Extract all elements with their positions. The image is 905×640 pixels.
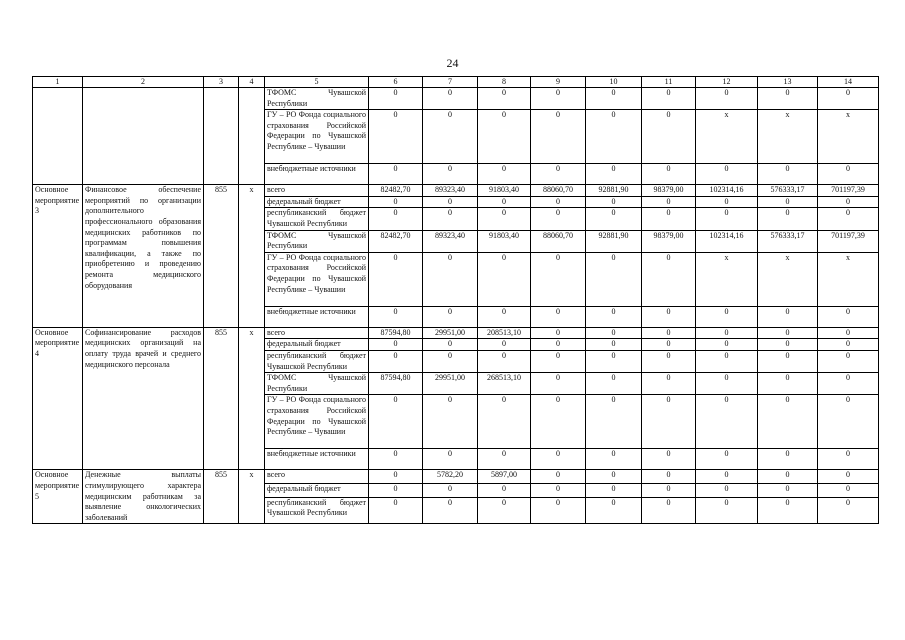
column-number-3: 3: [204, 77, 239, 88]
value-cell: 0: [478, 88, 531, 110]
funding-source-label: всего: [267, 470, 286, 480]
value-cell: 0: [369, 88, 423, 110]
value-cell: 92881,90: [586, 230, 642, 252]
value-cell: 0: [531, 196, 586, 208]
column-number-9: 9: [531, 77, 586, 88]
value-cell: 0: [696, 484, 758, 498]
funding-source: [265, 484, 369, 498]
column-number-10: 10: [586, 77, 642, 88]
value-cell: 0: [478, 164, 531, 185]
value-cell: 0: [369, 339, 423, 351]
value-cell: 0: [696, 350, 758, 372]
value-cell: 0: [531, 252, 586, 306]
value-cell: 0: [423, 497, 478, 523]
responsible-code: 855: [204, 470, 239, 524]
value-cell: 0: [531, 88, 586, 110]
funding-source: [265, 497, 369, 523]
value-cell: x: [696, 252, 758, 306]
value-cell: 0: [758, 449, 818, 470]
funding-source: [265, 208, 369, 230]
header-row: [33, 77, 879, 88]
value-cell: 0: [369, 484, 423, 498]
measure-code: Основное мероприятие 4: [33, 327, 83, 470]
value-cell: 0: [642, 395, 696, 449]
value-cell: 0: [642, 484, 696, 498]
value-cell: 0: [369, 164, 423, 185]
value-cell: 102314,16: [696, 230, 758, 252]
value-cell: 0: [818, 484, 879, 498]
value-cell: 98379,00: [642, 230, 696, 252]
value-cell: 0: [818, 208, 879, 230]
funding-source: [265, 230, 369, 252]
value-cell: 98379,00: [642, 185, 696, 197]
value-cell: x: [818, 110, 879, 164]
value-cell: 0: [758, 88, 818, 110]
value-cell: 0: [818, 88, 879, 110]
value-cell: 0: [531, 306, 586, 327]
funding-source: [265, 470, 369, 484]
value-cell: 0: [423, 252, 478, 306]
value-cell: 0: [423, 395, 478, 449]
funding-source-label: внебюджетные источники: [267, 164, 356, 174]
value-cell: 82482,70: [369, 185, 423, 197]
value-cell: 0: [642, 208, 696, 230]
funding-source: [265, 327, 369, 339]
measure-description: [83, 88, 204, 185]
funding-source-label: всего: [267, 327, 286, 337]
value-cell: 91803,40: [478, 185, 531, 197]
value-cell: 0: [478, 306, 531, 327]
value-cell: 0: [586, 110, 642, 164]
measure-code: [33, 88, 83, 185]
value-cell: 0: [478, 196, 531, 208]
column-number-4: 4: [239, 77, 265, 88]
value-cell: 0: [818, 449, 879, 470]
value-cell: 0: [696, 449, 758, 470]
value-cell: 0: [369, 395, 423, 449]
table-row: [33, 470, 879, 484]
value-cell: 0: [758, 327, 818, 339]
value-cell: 0: [586, 196, 642, 208]
funding-source-label: всего: [267, 185, 286, 195]
value-cell: 0: [758, 497, 818, 523]
value-cell: 0: [478, 497, 531, 523]
page-number: 24: [446, 56, 459, 70]
column-number-11: 11: [642, 77, 696, 88]
value-cell: 5782,20: [423, 470, 478, 484]
value-cell: 0: [369, 470, 423, 484]
funding-source-label: внебюджетные источники: [267, 306, 356, 316]
column-number-2: 2: [83, 77, 204, 88]
value-cell: x: [818, 252, 879, 306]
value-cell: 0: [758, 306, 818, 327]
funding-source: [265, 306, 369, 327]
measure-description: Денежные выплаты стимулирующего характера медицинским работникам за выявление онкологических заболеваний: [83, 470, 204, 524]
value-cell: 0: [758, 208, 818, 230]
value-cell: 0: [642, 88, 696, 110]
value-cell: 0: [818, 306, 879, 327]
table-row: [33, 88, 879, 110]
value-cell: 0: [369, 110, 423, 164]
responsible-code: 855: [204, 327, 239, 470]
value-cell: 0: [642, 497, 696, 523]
value-cell: 0: [531, 350, 586, 372]
value-cell: 0: [586, 252, 642, 306]
value-cell: 0: [818, 164, 879, 185]
value-cell: 0: [478, 110, 531, 164]
value-cell: 0: [818, 350, 879, 372]
budget-code: x: [239, 327, 265, 470]
funding-source-label: ТФОМС Чувашской Республики: [267, 373, 366, 393]
value-cell: 0: [696, 164, 758, 185]
value-cell: 87594,80: [369, 373, 423, 395]
value-cell: 0: [642, 196, 696, 208]
column-number-1: 1: [33, 77, 83, 88]
column-number-7: 7: [423, 77, 478, 88]
value-cell: 0: [642, 327, 696, 339]
value-cell: 0: [818, 470, 879, 484]
value-cell: 0: [696, 373, 758, 395]
funding-source: [265, 449, 369, 470]
value-cell: 0: [531, 110, 586, 164]
value-cell: 0: [531, 164, 586, 185]
column-number-8: 8: [478, 77, 531, 88]
value-cell: 0: [642, 252, 696, 306]
value-cell: 0: [369, 497, 423, 523]
value-cell: 0: [758, 339, 818, 351]
funding-source-label: ТФОМС Чувашской Республики: [267, 230, 366, 251]
column-number-5: 5: [265, 77, 369, 88]
table-row: [33, 185, 879, 197]
value-cell: 88060,70: [531, 185, 586, 197]
funding-source-label: ГУ – РО Фонда социального страхования Российской Федерации по Чувашской Республике – Чувашии: [267, 252, 366, 294]
value-cell: 0: [586, 208, 642, 230]
value-cell: 0: [531, 327, 586, 339]
funding-source-label: республиканский бюджет Чувашской Республики: [267, 497, 366, 518]
funding-source: [265, 164, 369, 185]
budget-code: [239, 88, 265, 185]
value-cell: 0: [696, 208, 758, 230]
value-cell: 5897,00: [478, 470, 531, 484]
value-cell: 0: [423, 449, 478, 470]
value-cell: 701197,39: [818, 230, 879, 252]
value-cell: 0: [818, 339, 879, 351]
funding-source: [265, 395, 369, 449]
column-number-13: 13: [758, 77, 818, 88]
value-cell: 102314,16: [696, 185, 758, 197]
value-cell: 0: [531, 484, 586, 498]
funding-source: [265, 185, 369, 197]
funding-source-label: внебюджетные источники: [267, 449, 356, 459]
value-cell: 91803,40: [478, 230, 531, 252]
value-cell: 0: [531, 208, 586, 230]
value-cell: 0: [758, 470, 818, 484]
value-cell: 0: [423, 88, 478, 110]
value-cell: 0: [586, 373, 642, 395]
funding-source-label: федеральный бюджет: [267, 196, 341, 206]
value-cell: 0: [758, 373, 818, 395]
value-cell: 82482,70: [369, 230, 423, 252]
funding-source: [265, 196, 369, 208]
value-cell: 576333,17: [758, 185, 818, 197]
value-cell: 0: [586, 395, 642, 449]
value-cell: 0: [369, 196, 423, 208]
value-cell: 0: [478, 484, 531, 498]
value-cell: 0: [423, 350, 478, 372]
value-cell: 0: [758, 484, 818, 498]
budget-table: [32, 76, 879, 524]
funding-source-label: федеральный бюджет: [267, 484, 341, 494]
value-cell: 0: [586, 164, 642, 185]
value-cell: 0: [758, 395, 818, 449]
budget-code: x: [239, 470, 265, 524]
value-cell: x: [696, 110, 758, 164]
value-cell: 0: [531, 497, 586, 523]
value-cell: 0: [423, 208, 478, 230]
value-cell: 0: [642, 373, 696, 395]
value-cell: 0: [369, 306, 423, 327]
value-cell: 89323,40: [423, 185, 478, 197]
value-cell: 0: [696, 196, 758, 208]
value-cell: 0: [586, 88, 642, 110]
responsible-code: [204, 88, 239, 185]
value-cell: 0: [818, 497, 879, 523]
funding-source: [265, 373, 369, 395]
value-cell: 0: [642, 350, 696, 372]
value-cell: 0: [758, 350, 818, 372]
funding-source-label: республиканский бюджет Чувашской Республики: [267, 208, 366, 228]
value-cell: 0: [758, 164, 818, 185]
value-cell: 0: [369, 208, 423, 230]
value-cell: 0: [478, 339, 531, 351]
value-cell: 0: [423, 164, 478, 185]
budget-code: x: [239, 185, 265, 328]
value-cell: 0: [696, 470, 758, 484]
value-cell: 0: [642, 306, 696, 327]
value-cell: 0: [423, 110, 478, 164]
value-cell: 0: [369, 350, 423, 372]
funding-source-label: ГУ – РО Фонда социального страхования Российской Федерации по Чувашской Республике – Чувашии: [267, 110, 366, 151]
value-cell: 0: [531, 339, 586, 351]
value-cell: 0: [586, 497, 642, 523]
value-cell: 0: [586, 327, 642, 339]
value-cell: 89323,40: [423, 230, 478, 252]
value-cell: 0: [478, 449, 531, 470]
value-cell: 29951,00: [423, 327, 478, 339]
value-cell: 0: [818, 327, 879, 339]
value-cell: 0: [696, 306, 758, 327]
value-cell: 29951,00: [423, 373, 478, 395]
funding-source-label: ТФОМС Чувашской Республики: [267, 88, 366, 108]
value-cell: 0: [423, 306, 478, 327]
value-cell: 0: [696, 395, 758, 449]
value-cell: 0: [696, 88, 758, 110]
funding-source-label: ГУ – РО Фонда социального страхования Российской Федерации по Чувашской Республике – Чувашии: [267, 395, 366, 437]
value-cell: 87594,80: [369, 327, 423, 339]
value-cell: 92881,90: [586, 185, 642, 197]
value-cell: 0: [478, 350, 531, 372]
measure-code: Основное мероприятие 5: [33, 470, 83, 524]
value-cell: 0: [369, 252, 423, 306]
value-cell: x: [758, 252, 818, 306]
value-cell: 0: [531, 449, 586, 470]
value-cell: 0: [478, 252, 531, 306]
value-cell: 0: [423, 339, 478, 351]
value-cell: 576333,17: [758, 230, 818, 252]
value-cell: 0: [758, 196, 818, 208]
value-cell: 0: [478, 208, 531, 230]
value-cell: 0: [369, 449, 423, 470]
value-cell: 0: [586, 339, 642, 351]
value-cell: 0: [531, 373, 586, 395]
value-cell: 0: [642, 449, 696, 470]
value-cell: 0: [586, 306, 642, 327]
funding-source: [265, 88, 369, 110]
funding-source-label: федеральный бюджет: [267, 339, 341, 349]
column-number-12: 12: [696, 77, 758, 88]
value-cell: 0: [423, 484, 478, 498]
value-cell: 0: [696, 339, 758, 351]
value-cell: 0: [642, 164, 696, 185]
measure-description: Финансовое обеспечение мероприятий по организации дополнительного профессионального образования медицинских работников по программам повышения квалификации, а также по приобретению и проведению ремонта медицинского оборудования: [83, 185, 204, 328]
value-cell: 0: [818, 395, 879, 449]
column-number-6: 6: [369, 77, 423, 88]
funding-source: [265, 252, 369, 306]
funding-source: [265, 110, 369, 164]
value-cell: 0: [586, 484, 642, 498]
measure-code: Основное мероприятие 3: [33, 185, 83, 328]
value-cell: 0: [423, 196, 478, 208]
value-cell: 0: [818, 373, 879, 395]
value-cell: 208513,10: [478, 327, 531, 339]
funding-source: [265, 350, 369, 372]
value-cell: 268513,10: [478, 373, 531, 395]
value-cell: 0: [642, 110, 696, 164]
value-cell: 88060,70: [531, 230, 586, 252]
value-cell: x: [758, 110, 818, 164]
responsible-code: 855: [204, 185, 239, 328]
value-cell: 0: [586, 470, 642, 484]
value-cell: 0: [531, 395, 586, 449]
table-row: [33, 327, 879, 339]
value-cell: 0: [531, 470, 586, 484]
value-cell: 0: [642, 470, 696, 484]
value-cell: 0: [478, 395, 531, 449]
value-cell: 0: [696, 497, 758, 523]
funding-source: [265, 339, 369, 351]
value-cell: 0: [586, 449, 642, 470]
value-cell: 701197,39: [818, 185, 879, 197]
value-cell: 0: [818, 196, 879, 208]
value-cell: 0: [642, 339, 696, 351]
value-cell: 0: [586, 350, 642, 372]
measure-description: Софинансирование расходов медицинских организаций на оплату труда врачей и среднего медицинского персонала: [83, 327, 204, 470]
funding-source-label: республиканский бюджет Чувашской Республики: [267, 350, 366, 371]
value-cell: 0: [696, 327, 758, 339]
column-number-14: 14: [818, 77, 879, 88]
